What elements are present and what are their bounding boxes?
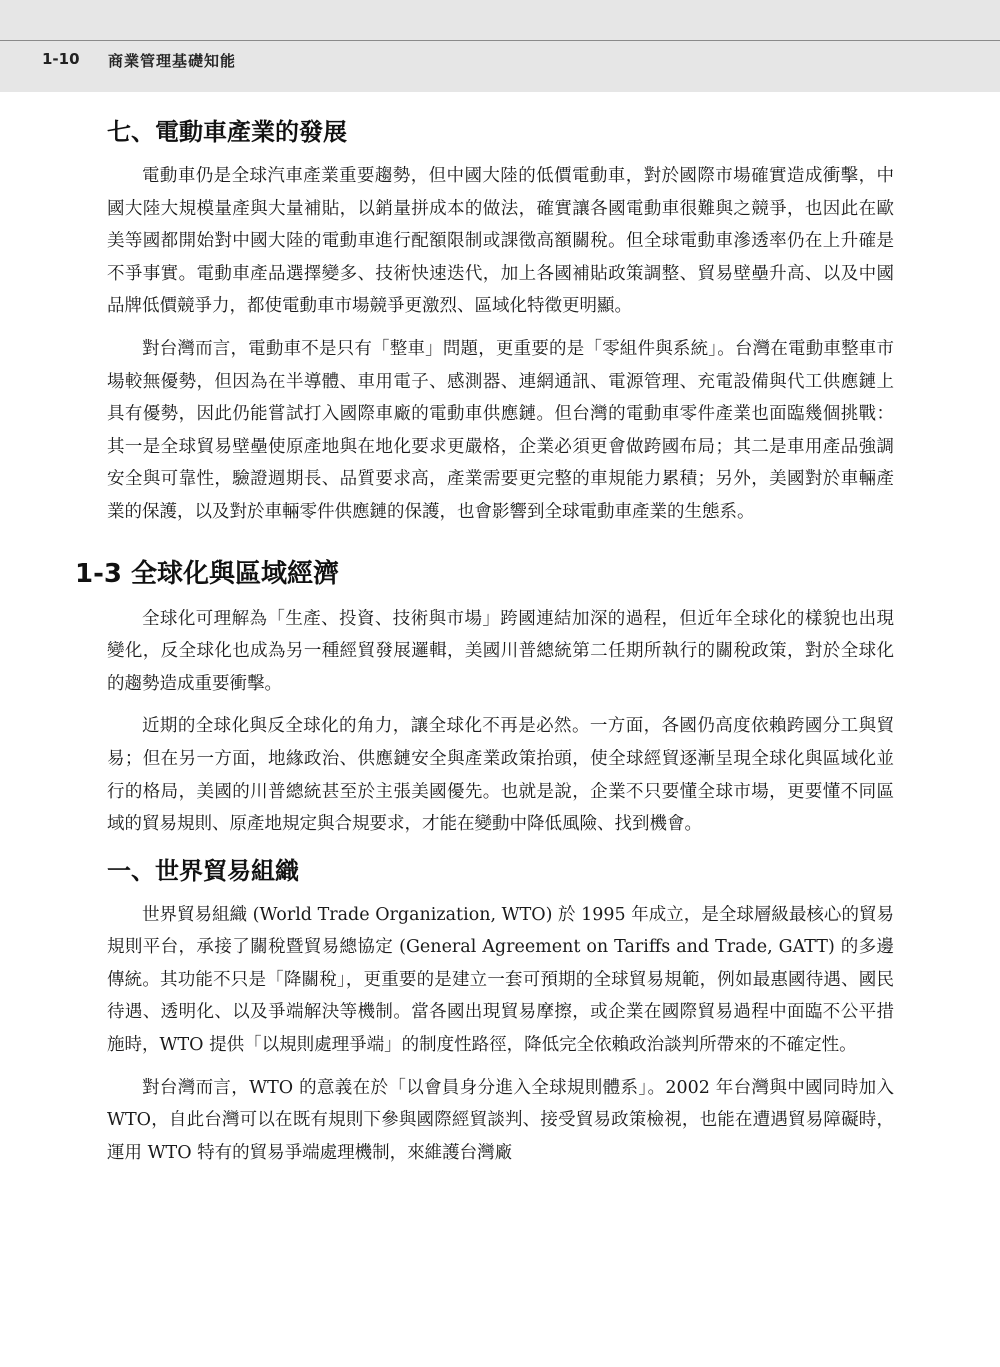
globalization-paragraph-2: 近期的全球化與反全球化的角力，讓全球化不再是必然。一方面，各國仍高度依賴跨國分工與貿易；但在另一方面，地緣政治、供應鏈安全與產業政策抬頭，使全球經貿逐漸呈現全球化與區域化並行的格局，美國的川普總統甚至於主張美國優先。也就是說，企業不只要懂全球市場，更要懂不同區域的貿易規則、原產地規定與合規要求，才能在變動中降低風險、找到機會。 — [107, 716, 894, 835]
header-rule — [0, 40, 1000, 41]
page-body — [75, 112, 894, 1179]
globalization-paragraph-1: 全球化可理解為「生產、投資、技術與市場」跨國連結加深的過程，但近年全球化的樣貌也出現變化，反全球化也成為另一種經貿發展邏輯，美國川普總統第二任期所執行的關稅政策，對於全球化的趨勢造成重要衝擊。 — [107, 608, 894, 694]
wto-paragraph-1: 世界貿易組織 (World Trade Organization, WTO) 於 1995 年成立，是全球層級最核心的貿易規則平台，承接了關稅暨貿易總協定 (General Agreement on Tariffs and Trade, GATT) 的多邊傳統。其功能不只是「降關稅」，更重要的是建立一套可預期的全球貿易規範，例如最惠國待遇、國民待遇、透明化、以及爭端解決等機制。當各國出現貿易摩擦，或企業在國際貿易過程中面臨不公平措施時，WTO 提供「以規則處理爭端」的制度性路徑，降低完全依賴政治談判所帶來的不確定性。 — [107, 904, 894, 1056]
ev-paragraph-1: 電動車仍是全球汽車產業重要趨勢，但中國大陸的低價電動車，對於國際市場確實造成衝擊，中國大陸大規模量產與大量補貼，以銷量拼成本的做法，確實讓各國電動車很難與之競爭，也因此在歐美等國都開始對中國大陸的電動車進行配額限制或課徵高額關稅。但全球電動車滲透率仍在上升確是不爭事實。電動車產品選擇變多、技術快速迭代，加上各國補貼政策調整、貿易壁壘升高、以及中國品牌低價競爭力，都使電動車市場競爭更激烈、區域化特徵更明顯。 — [107, 166, 894, 317]
section-heading: 1-3 全球化與區域經濟 — [75, 558, 340, 589]
ev-heading: 七、電動車產業的發展 — [107, 118, 347, 146]
wto-paragraph-2: 對台灣而言，WTO 的意義在於「以會員身分進入全球規則體系」。2002 年台灣與中國同時加入 WTO，自此台灣可以在既有規則下參與國際經貿談判、接受貿易政策檢視，也能在遭遇貿易障礙時，運用 WTO 特有的貿易爭端處理機制，來維護台灣廠 — [107, 1077, 894, 1163]
page-number: 1-10 — [42, 50, 80, 68]
book-title: 商業管理基礎知能 — [108, 52, 237, 70]
page-header — [0, 0, 1000, 92]
ev-paragraph-2: 對台灣而言，電動車不是只有「整車」問題，更重要的是「零組件與系統」。台灣在電動車整車市場較無優勢，但因為在半導體、車用電子、感測器、連網通訊、電源管理、充電設備與代工供應鏈上具有優勢，因此仍能嘗試打入國際車廠的電動車供應鏈。但台灣的電動車零件產業也面臨幾個挑戰：其一是全球貿易壁壘使原產地與在地化要求更嚴格，企業必須更會做跨國布局；其二是車用產品強調安全與可靠性，驗證週期長、品質要求高，產業需要更完整的車規能力累積；另外，美國對於車輛產業的保護，以及對於車輛零件供應鏈的保護，也會影響到全球電動車產業的生態系。 — [107, 338, 894, 522]
wto-heading: 一、世界貿易組織 — [107, 856, 299, 885]
